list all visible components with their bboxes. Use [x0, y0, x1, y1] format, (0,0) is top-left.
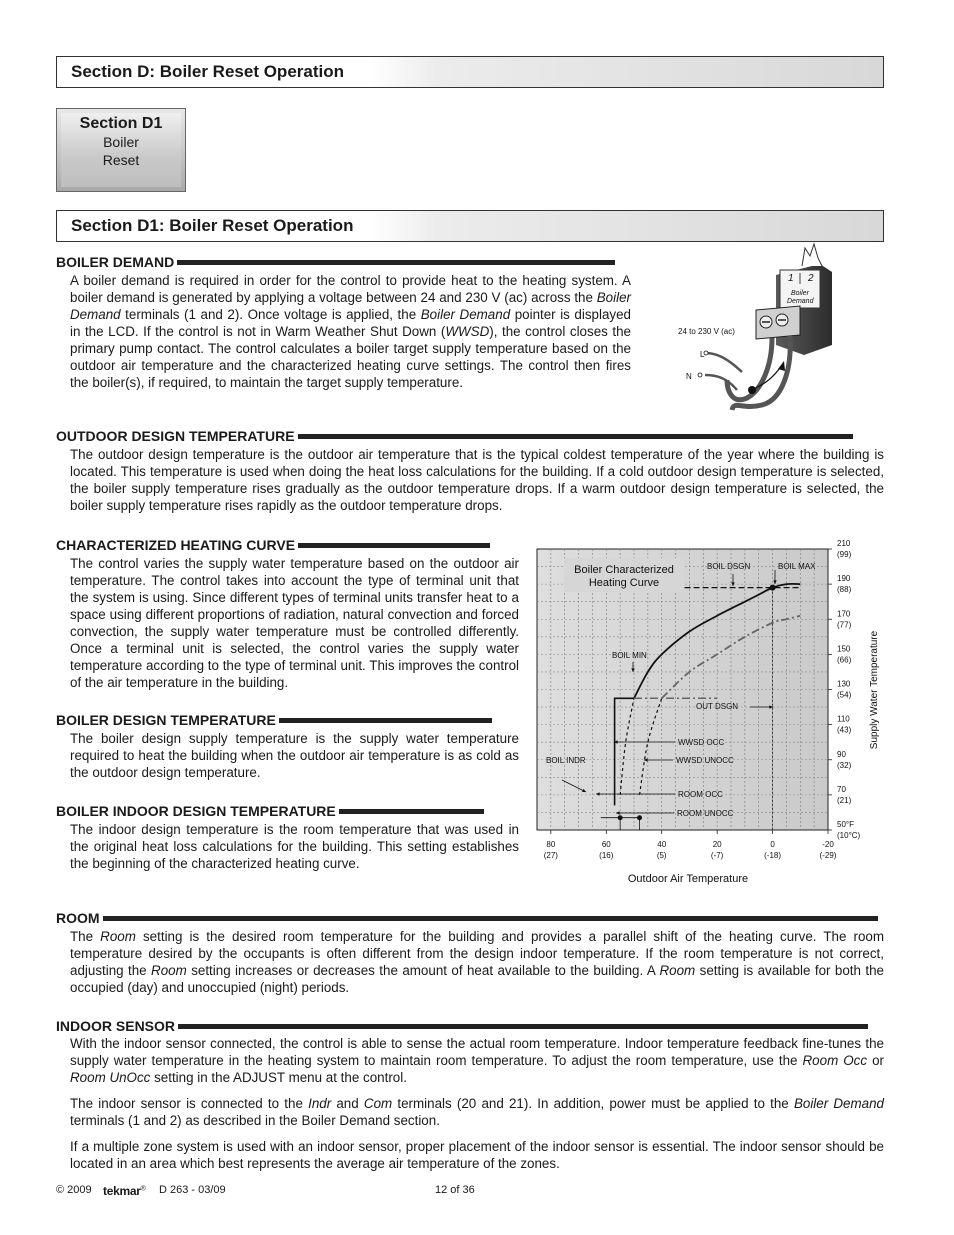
text-run: and: [331, 1096, 364, 1111]
neutral-n-label: N: [686, 372, 692, 381]
text-run: A boiler demand is required in order for the control to provide heat to the heating system. A boiler demand is generated by applying a voltage between 24 and 230 V (ac) across the: [70, 273, 631, 305]
y-tick-label-c: (21): [837, 795, 852, 805]
y-axis-title: Supply Water Temperature: [869, 630, 880, 750]
char-curve-heading: [56, 537, 490, 553]
boiler-demand-heading: [56, 254, 615, 270]
text-run: ), the control closes the primary pump contact. The control calculates a boiler target supply temperature based on the outdoor air temperature and the characterized heating curve settings. The control then fires the boiler(s), if required, to maintain the target supply temperature.: [70, 324, 631, 390]
boil-dsgn-point: [770, 585, 776, 591]
x-tick-label-f: -20: [822, 840, 834, 849]
label-wwsd-unocc: WWSD UNOCC: [676, 756, 734, 765]
text-emphasis: Boiler Demand: [793, 1096, 884, 1111]
terminal-1-label: 1: [788, 273, 794, 284]
x-tick-label-f: 20: [712, 840, 722, 849]
y-tick-label-c: (77): [837, 620, 852, 630]
boiler-design-heading: [56, 712, 492, 728]
boiler-indoor-heading: [56, 803, 484, 819]
y-tick-label-f: 210: [837, 539, 851, 548]
text-run: setting is the desired room temperature for the building and provides a parallel shift of the heating curve. The room temperature desired by the occupants is often different from the design indoor temperature. If the room temperature is not correct, adjusting the: [70, 929, 885, 978]
chart-title-line1: Boiler Characterized: [574, 564, 674, 576]
heading-rule: [279, 718, 492, 723]
text-run: terminals (1 and 2) as described in the Boiler Demand section.: [70, 1113, 440, 1128]
text-run: or: [867, 1053, 885, 1068]
room-heading-text: ROOM: [56, 910, 100, 926]
label-wwsd-occ: WWSD OCC: [678, 738, 725, 747]
footer-doc-number: D 263 - 03/09: [159, 1184, 226, 1196]
text-emphasis: Room Occ: [802, 1053, 868, 1068]
text-emphasis: Room UnOcc: [70, 1070, 151, 1085]
section-d1-tab-title: Section D1: [79, 115, 163, 132]
y-tick-label-c: (66): [837, 655, 852, 665]
x-tick-label-f: 40: [657, 840, 667, 849]
room-heading: [56, 910, 878, 926]
registered-mark: ®: [140, 1185, 146, 1193]
heading-rule: [298, 434, 853, 439]
text-run: pointer is displayed in the LCD. If the control is not in Warm Weather Shut Down (: [70, 307, 631, 339]
demand-label: Demand: [787, 298, 814, 305]
text-run: terminals (20 and 21). In addition, power must be applied to the: [392, 1096, 794, 1111]
text-emphasis: Indr: [308, 1096, 332, 1111]
indoor-sensor-heading-text: INDOOR SENSOR: [56, 1018, 176, 1034]
boiler-indoor-heading-text: BOILER INDOOR DESIGN TEMPERATURE: [56, 803, 336, 819]
x-tick-label-c: (-18): [764, 851, 782, 860]
voltage-label: 24 to 230 V (ac): [678, 327, 735, 336]
label-out-dsgn: OUT DSGN: [696, 702, 739, 711]
x-tick-label-f: 0: [770, 840, 775, 849]
footer-copyright: © 2009: [56, 1184, 92, 1196]
y-tick-label-f: 130: [837, 679, 851, 689]
boiler-design-heading-text: BOILER DESIGN TEMPERATURE: [56, 712, 276, 728]
boiler-label: Boiler: [791, 290, 809, 297]
text-run: terminals (1 and 2). Once voltage is applied, the: [120, 307, 421, 322]
y-tick-label-f: 50°F: [837, 820, 854, 829]
text-run: The: [70, 929, 101, 944]
indoor-sensor-p1: [70, 1035, 884, 1086]
y-tick-label-f: 170: [837, 609, 851, 619]
outdoor-design-text: The outdoor design temperature is the outdoor air temperature that is the typical coldest temperature of the year where the building is located. This temperature is used when doing the heat loss calculations for the building. If a cold outdoor design temperature is selected, the boiler supply temperature rises gradually as the outdoor temperature drops. If a warm outdoor design temperature is selected, the boiler supply temperature rises rapidly as the outdoor temperature drops.: [70, 447, 884, 513]
y-tick-label-c: (99): [837, 550, 852, 559]
label-boil-min: BOIL MIN: [612, 651, 647, 660]
y-tick-label-f: 190: [837, 574, 851, 584]
label-boil-indr: BOIL INDR: [546, 756, 586, 765]
y-tick-label-c: (43): [837, 725, 852, 735]
heading-rule: [298, 543, 490, 548]
label-boil-dsgn: BOIL DSGN: [707, 562, 751, 571]
x-tick-label-c: (5): [656, 851, 667, 860]
y-tick-label-f: 110: [837, 714, 850, 724]
y-tick-label-c: (54): [837, 690, 852, 700]
text-emphasis: Room: [151, 963, 187, 978]
text-run: setting is available for both the occupied (day) and unoccupied (night) periods.: [70, 963, 884, 995]
footer-brand: [103, 1184, 146, 1198]
indoor-sensor-p2: [70, 1095, 884, 1129]
heading-rule: [339, 809, 484, 814]
y-tick-label-c: (10°C): [837, 831, 861, 840]
x-axis-title: Outdoor Air Temperature: [627, 873, 749, 885]
indoor-sensor-heading: [56, 1018, 868, 1034]
room-text: [70, 928, 884, 996]
y-tick-label-c: (88): [837, 585, 852, 595]
y-tick-label-c: (32): [837, 760, 852, 770]
boiler-design-text: The boiler design supply temperature is the supply water temperature required to heat the building when the outdoor air temperature is as cold as the outdoor design temperature.: [70, 731, 519, 780]
tekmar-logo: tekmar: [103, 1184, 141, 1198]
label-room-unocc: ROOM UNOCC: [677, 809, 734, 818]
x-tick-label-c: (-29): [819, 851, 837, 860]
text-emphasis: WWSD: [445, 324, 490, 339]
section-d1-tab-line2: Reset: [102, 152, 140, 168]
boiler-demand-heading-text: BOILER DEMAND: [56, 254, 175, 270]
x-tick-label-f: 80: [546, 840, 556, 849]
footer-page-number: 12 of 36: [435, 1184, 475, 1196]
text-run: The indoor sensor is connected to the: [70, 1096, 309, 1111]
section-d1-tab-line1: Boiler: [103, 134, 139, 150]
outdoor-design-heading-text: OUTDOOR DESIGN TEMPERATURE: [56, 428, 295, 444]
section-d-title: Section D: Boiler Reset Operation: [71, 62, 344, 81]
indoor-sensor-p3: If a multiple zone system is used with an indoor sensor, proper placement of the indoor sensor is essential. The indoor sensor should be located in an area which best represents the average air temperature of the zones.: [70, 1139, 884, 1171]
text-run: With the indoor sensor connected, the control is able to sense the actual room temperature. Indoor temperature feedback fine-tunes the supply water temperature in the heating system to maintain room temperature. To adjust the room temperature, use the: [70, 1036, 884, 1068]
line-l-label: L: [700, 350, 705, 359]
text-emphasis: Boiler Demand: [420, 307, 511, 322]
chart-title-line2: Heating Curve: [588, 577, 660, 589]
char-curve-heading-text: CHARACTERIZED HEATING CURVE: [56, 537, 296, 553]
y-tick-label-f: 150: [837, 644, 851, 654]
x-tick-label-f: 60: [601, 840, 611, 849]
heading-rule: [177, 260, 615, 265]
char-curve-text: The control varies the supply water temperature based on the outdoor air temperature. The control takes into account the type of terminal unit that the system is using. Since different types of terminal units transfer heat to a space using different proportions of radiation, natural convection and forced convection, the supply water temperature must be controlled differently. Once a terminal unit is selected, the control varies the supply water temperature according to the type of terminal unit. This improves the control of the air temperature in the building.: [70, 556, 519, 690]
text-run: setting in the ADJUST menu at the control.: [150, 1070, 407, 1085]
outdoor-design-heading: [56, 428, 853, 444]
text-emphasis: Com: [363, 1096, 393, 1111]
heading-rule: [103, 916, 878, 921]
text-emphasis: Room: [659, 963, 696, 978]
text-emphasis: Boiler Demand: [70, 290, 631, 322]
terminal-2-label: 2: [808, 273, 814, 284]
section-d-header: [56, 56, 884, 88]
section-d1-title: Section D1: Boiler Reset Operation: [71, 216, 354, 235]
heating-curve-chart: [530, 530, 890, 892]
boiler-demand-text: [70, 272, 631, 391]
x-tick-label-c: (27): [543, 851, 558, 860]
y-tick-label-f: 70: [837, 784, 846, 794]
boiler-demand-wiring-diagram: [672, 240, 852, 415]
label-room-occ: ROOM OCC: [678, 790, 723, 799]
label-boil-max: BOIL MAX: [778, 562, 816, 571]
section-d1-header: [56, 210, 884, 242]
text-run: setting increases or decreases the amount of heat available to the building. A: [186, 963, 660, 978]
section-d1-tab[interactable]: [56, 108, 186, 192]
boiler-indoor-text: The indoor design temperature is the room temperature that was used in the original heat loss calculations for the building. This setting establishes the beginning of the characterized heating curve.: [70, 822, 519, 871]
x-tick-label-c: (-7): [710, 851, 724, 860]
x-tick-label-c: (16): [599, 851, 614, 860]
y-tick-label-f: 90: [837, 749, 846, 759]
heading-rule: [178, 1024, 868, 1029]
text-emphasis: Room: [100, 929, 136, 944]
